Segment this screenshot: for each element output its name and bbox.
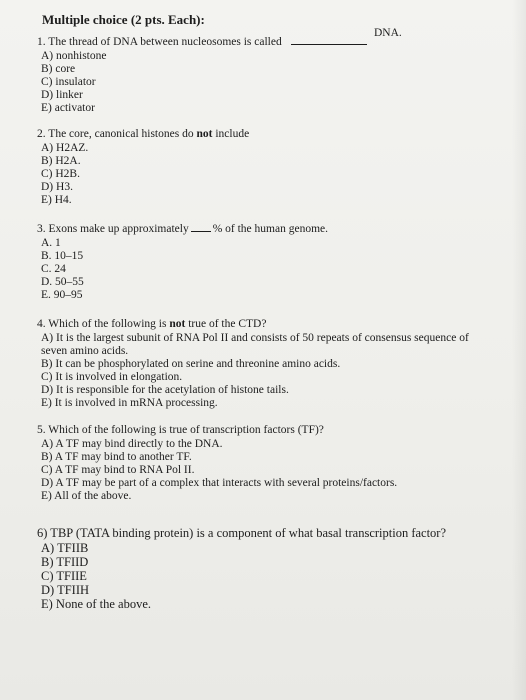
question-1-answer-blank xyxy=(291,34,367,45)
question-6-option-c: C) TFIIE xyxy=(41,569,87,583)
question-6-option-e: E) None of the above. xyxy=(41,597,152,611)
question-5-option-b: B) A TF may bind to another TF. xyxy=(41,451,192,463)
question-2-option-a: A) H2AZ. xyxy=(41,142,89,154)
question-6-stem: 6) TBP (TATA binding protein) is a component of what basal transcription factor? xyxy=(37,526,447,540)
question-1-option-a: A) nonhistone xyxy=(41,50,107,62)
question-6-option-b: B) TFIID xyxy=(41,555,89,569)
question-6-option-d: D) TFIIH xyxy=(41,583,90,597)
question-3-option-e: E. 90–95 xyxy=(41,289,83,301)
question-1-option-d: D) linker xyxy=(41,89,83,101)
question-3-stem: 3. Exons make up approximately % of the human genome. xyxy=(37,223,328,235)
question-1 xyxy=(37,34,367,115)
question-4 xyxy=(37,318,492,410)
section-heading: Multiple choice (2 pts. Each): xyxy=(42,12,205,27)
question-5-option-c: C) A TF may bind to RNA Pol II. xyxy=(41,464,195,476)
question-4-option-c: C) It is involved in elongation. xyxy=(41,371,183,383)
question-1-suffix: DNA. xyxy=(374,27,402,39)
question-2 xyxy=(37,128,249,207)
question-4-stem: 4. Which of the following is not true of the CTD? xyxy=(37,318,267,330)
question-4-option-d: D) It is responsible for the acetylation of histone tails. xyxy=(41,384,289,396)
question-6-option-a: A) TFIIB xyxy=(41,541,89,555)
question-4-option-e: E) It is involved in mRNA processing. xyxy=(41,397,218,409)
question-2-option-d: D) H3. xyxy=(41,181,73,193)
question-4-option-b: B) It can be phosphorylated on serine and threonine amino acids. xyxy=(41,358,341,370)
question-1-option-e: E) activator xyxy=(41,102,95,114)
question-3-option-c: C. 24 xyxy=(41,263,66,275)
question-2-stem: 2. The core, canonical histones do not include xyxy=(37,128,250,140)
question-4-option-a: A) It is the largest subunit of RNA Pol II and consists of 50 repeats of consensus sequence of seven amino acids. xyxy=(41,332,469,357)
question-5-option-d: D) A TF may be part of a complex that interacts with several proteins/factors. xyxy=(41,477,398,489)
question-3-option-b: B. 10–15 xyxy=(41,250,84,262)
question-3 xyxy=(37,221,328,302)
question-2-option-c: C) H2B. xyxy=(41,168,80,180)
question-1-option-b: B) core xyxy=(41,63,76,75)
question-6 xyxy=(37,526,446,611)
question-1-stem: 1. The thread of DNA between nucleosomes is called xyxy=(37,34,367,49)
question-3-option-d: D. 50–55 xyxy=(41,276,84,288)
question-3-answer-blank xyxy=(191,221,211,232)
question-1-option-c: C) insulator xyxy=(41,76,96,88)
question-2-option-e: E) H4. xyxy=(41,194,72,206)
question-3-option-a: A. 1 xyxy=(41,237,61,249)
question-2-option-b: B) H2A. xyxy=(41,155,81,167)
question-5-stem: 5. Which of the following is true of transcription factors (TF)? xyxy=(37,424,324,436)
question-5 xyxy=(37,424,397,503)
page-shadow xyxy=(512,0,526,700)
question-5-option-a: A) A TF may bind directly to the DNA. xyxy=(41,438,223,450)
question-5-option-e: E) All of the above. xyxy=(41,490,132,502)
